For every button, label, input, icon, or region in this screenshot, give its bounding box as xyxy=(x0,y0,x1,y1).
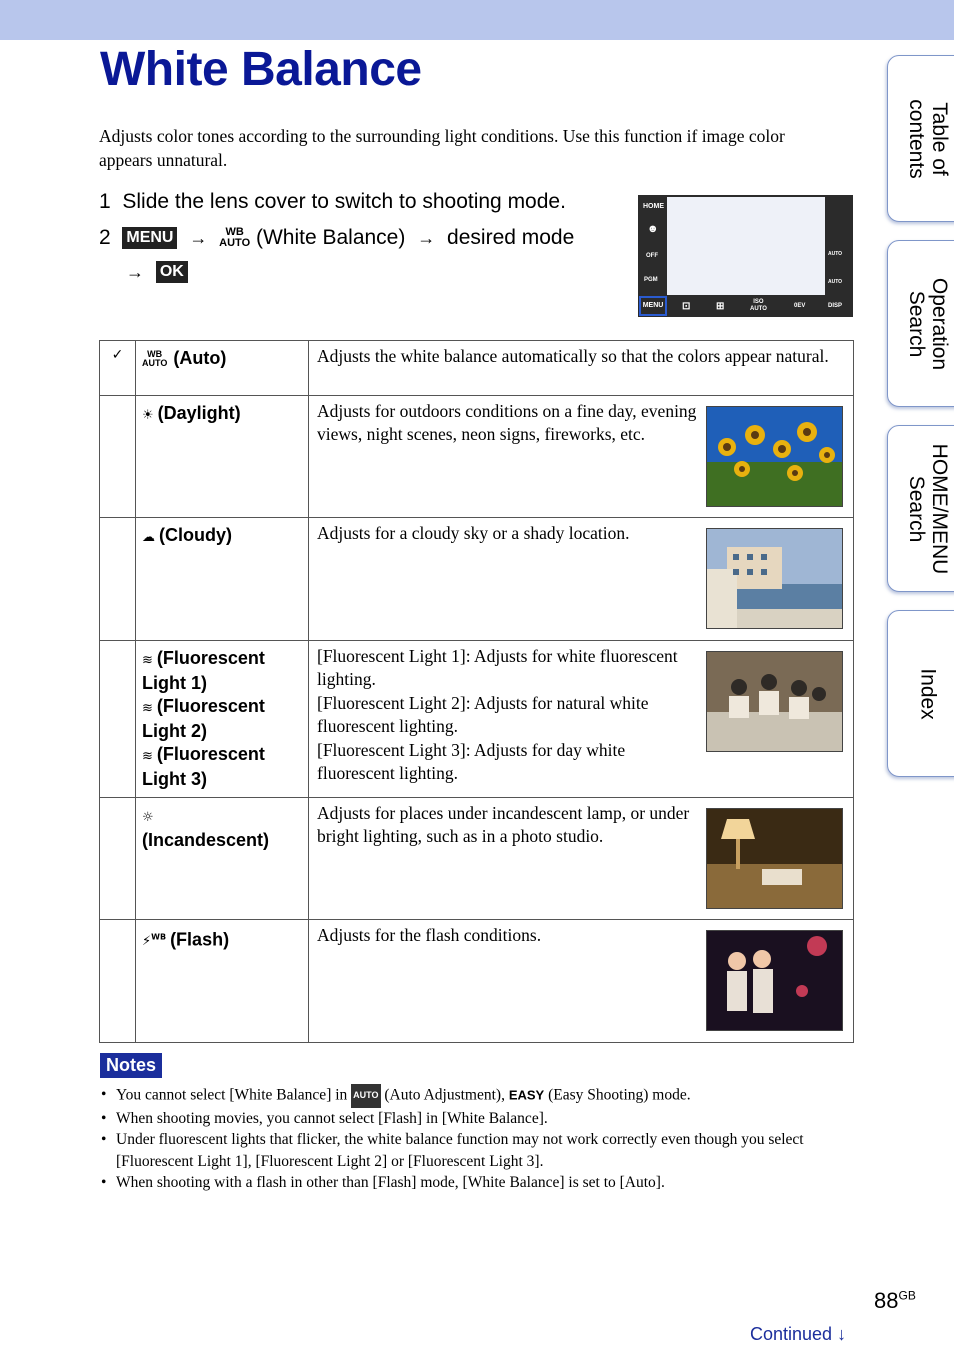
disp-label: DISP xyxy=(828,303,843,309)
mode-cell xyxy=(136,920,309,1043)
arrow-right-icon: → xyxy=(126,262,144,282)
daylight-icon: ☀ xyxy=(142,408,154,423)
page-number: $88^{GB}$ xyxy=(874,1288,916,1313)
intro-text: Adjusts color tones according to the surrounding light conditions. Use this function if image color appears unnatural. xyxy=(99,126,785,170)
list-item: • When shooting with a flash in other than [Flash] mode, [White Balance] is set to [Auto]. xyxy=(99,1172,859,1194)
list-item: • When shooting movies, you cannot select [Flash] in [White Balance]. xyxy=(99,1108,859,1130)
table-row xyxy=(100,396,854,518)
wb-auto-icon: WB AUTO xyxy=(142,349,168,369)
mode-cell xyxy=(136,341,309,396)
fluorescent-2-icon: ≋ xyxy=(142,701,153,716)
mode-label: (Daylight) xyxy=(157,403,241,423)
sunflowers-photo xyxy=(706,406,843,507)
mode-description: Adjusts for a cloudy sky or a shady location. xyxy=(309,518,854,641)
fluorescent-1-icon: ≋ xyxy=(142,653,153,668)
seaside-building-photo xyxy=(706,528,843,629)
tab-operation-search[interactable]: Operation Search xyxy=(887,240,954,407)
mode-description: Adjusts for outdoors conditions on a fine day, evening views, night scenes, neon signs, fireworks, etc. xyxy=(309,396,854,518)
mode-cell xyxy=(136,396,309,518)
arrow-right-icon: → xyxy=(417,228,436,248)
step-1 xyxy=(99,190,566,214)
white-balance-mode-table xyxy=(99,340,854,1043)
step-2-continued xyxy=(120,260,188,284)
step-text: Slide the lens cover to switch to shooting mode. xyxy=(122,190,566,213)
mode-description: Adjusts the white balance automatically so that the colors appear natural. xyxy=(309,341,854,396)
wb-auto-icon: WB AUTO xyxy=(219,226,251,250)
camera-lcd xyxy=(667,197,825,295)
step-text-tail: desired mode xyxy=(447,226,575,249)
table-row xyxy=(100,920,854,1043)
step-2 xyxy=(99,226,574,250)
mode-description: Adjusts for places under incandescent lamp, or under bright lighting, such as in a photo studio. xyxy=(309,798,854,920)
step-text: (White Balance) xyxy=(255,226,406,249)
metering-icon: ⊞ xyxy=(716,301,725,312)
smile-off-icon: OFF xyxy=(646,253,658,259)
mode-description: [Fluorescent Light 1]: Adjusts for white fluorescent lighting. [Fluorescent Light 2]: Adjusts for natural white fluorescent lighting. [Fluorescent Light 3]: Adjusts for day white fluorescent lighting. xyxy=(309,641,854,798)
incandescent-icon: ☼ xyxy=(142,810,154,825)
auto-mode-icon: AUTO xyxy=(351,1084,380,1108)
mode-cell xyxy=(136,641,309,798)
page-title: White Balance xyxy=(100,43,422,96)
mode-label: (Auto) xyxy=(173,348,227,368)
continued-link[interactable]: Continued ↓ xyxy=(750,1324,847,1344)
camera-home-label: HOME xyxy=(643,203,664,210)
list-item: • Under fluorescent lights that flicker, the white balance function may not work correctly even though you select [Fluorescent Light 1], [Fluorescent Light 2] or [Fluorescent Light 3]. xyxy=(99,1129,859,1172)
default-check-icon: ✓ xyxy=(100,341,136,396)
top-band xyxy=(0,0,954,40)
list-item: • You cannot select [White Balance] in AUTO (Auto Adjustment), EASY (Easy Shooting) mode. xyxy=(99,1084,859,1108)
mode-description: Adjusts for the flash conditions. xyxy=(309,920,854,1043)
mode-label: (Flash) xyxy=(170,929,230,950)
focus-icon: ⊡ xyxy=(682,301,691,312)
table-row xyxy=(100,341,854,396)
tab-home-menu-search[interactable]: HOME/MENU Search xyxy=(887,425,954,592)
step-number: 2 xyxy=(99,226,111,249)
ev-icon: 0EV xyxy=(794,303,806,309)
mode-label: (Fluorescent Light 2) xyxy=(142,696,265,741)
notes-heading: Notes xyxy=(100,1053,162,1078)
easy-mode-icon: EASY xyxy=(508,1087,545,1103)
mode-cell xyxy=(136,518,309,641)
camera-menu-button: MENU xyxy=(639,296,667,316)
lamp-telephone-photo xyxy=(706,808,843,909)
mode-cell xyxy=(136,798,309,920)
redeye-auto-icon: AUTO xyxy=(828,279,843,285)
iso-auto-icon: ISO AUTO xyxy=(750,299,767,312)
mode-label: (Cloudy) xyxy=(159,525,232,545)
tab-index[interactable]: Index xyxy=(887,610,954,777)
table-row xyxy=(100,518,854,641)
table-row xyxy=(100,798,854,920)
night-party-photo xyxy=(706,930,843,1031)
arrow-down-icon: ↓ xyxy=(837,1324,847,1344)
mode-label: (Fluorescent Light 3) xyxy=(142,744,265,789)
flash-auto-icon: AUTO xyxy=(828,251,843,257)
cloudy-icon: ☁ xyxy=(142,530,155,545)
pgm-icon: PGM xyxy=(644,277,658,283)
menu-key-icon: MENU xyxy=(122,227,177,249)
camera-screen-illustration xyxy=(638,195,853,317)
notes-list xyxy=(99,1084,859,1194)
face-icon: ☻ xyxy=(647,223,659,235)
table-row xyxy=(100,641,854,798)
tab-table-of-contents[interactable]: Table of contents xyxy=(887,55,954,222)
step-number: 1 xyxy=(99,190,111,213)
flash-wb-icon: ⚡$^{WB}$ xyxy=(142,933,167,950)
mode-label: (Fluorescent Light 1) xyxy=(142,648,265,693)
mode-label: (Incandescent) xyxy=(142,830,270,850)
office-celebration-photo xyxy=(706,651,843,752)
fluorescent-3-icon: ≋ xyxy=(142,749,153,764)
ok-key-icon: OK xyxy=(156,261,188,283)
arrow-right-icon: → xyxy=(189,228,208,248)
